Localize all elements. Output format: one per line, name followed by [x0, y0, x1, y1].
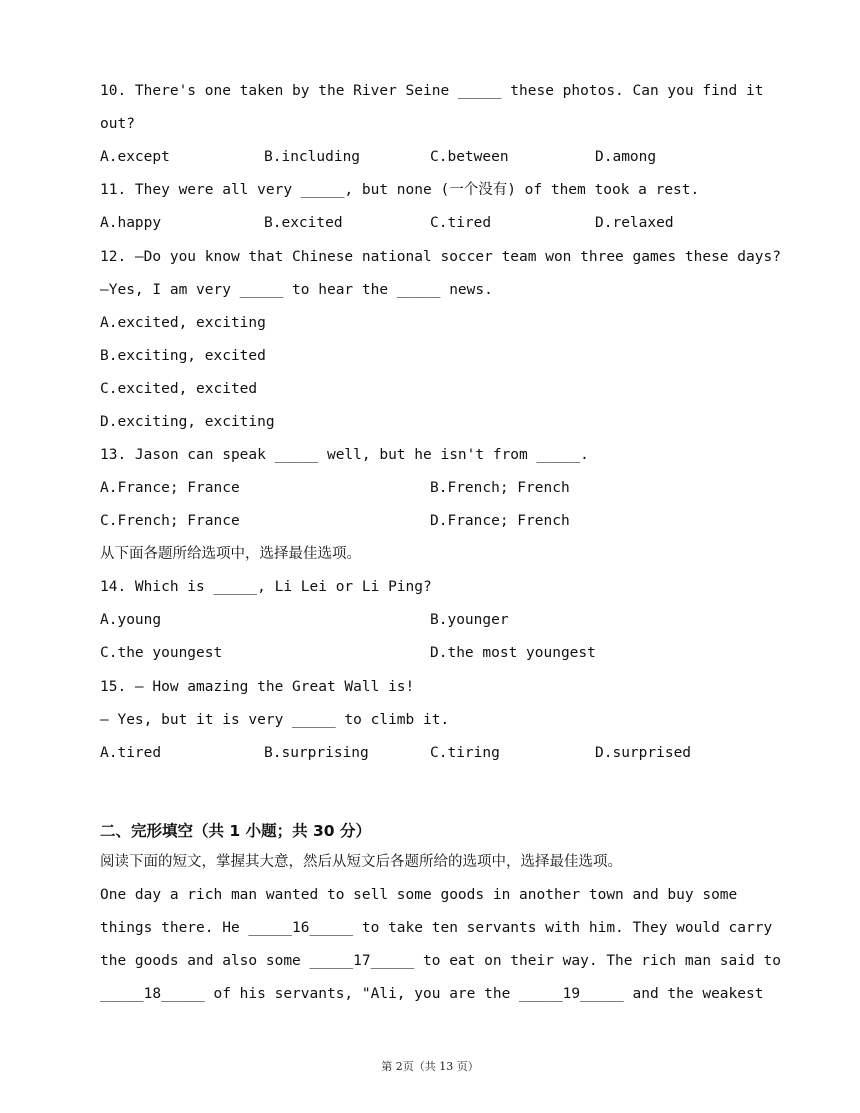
passage-line-4: _____18_____ of his servants, "Ali, you are the _____19_____ and the weakest: [100, 986, 764, 1002]
q15-stem-line1: 15. — How amazing the Great Wall is!: [100, 679, 415, 695]
q14-stem: 14. Which is _____, Li Lei or Li Ping?: [100, 579, 432, 595]
q13-option-c: C.French; France: [100, 513, 240, 529]
q10-option-a: A.except: [100, 149, 170, 165]
q12-stem-line2: —Yes, I am very _____ to hear the _____ news.: [100, 282, 493, 298]
q12-stem-line1: 12. —Do you know that Chinese national soccer team won three games these days?: [100, 249, 781, 265]
q14-option-d: D.the most youngest: [430, 645, 596, 661]
section-instruction: 从下面各题所给选项中，选择最佳选项。: [100, 546, 361, 562]
q11-stem: 11. They were all very _____, but none (一个没有) of them took a rest.: [100, 182, 700, 198]
q10-stem-line2: out?: [100, 116, 135, 132]
q11-option-a: A.happy: [100, 215, 162, 231]
q15-stem-line2: — Yes, but it is very _____ to climb it.: [100, 712, 450, 728]
q14-option-c: C.the youngest: [100, 645, 223, 661]
q12-option-d: D.exciting, exciting: [100, 414, 275, 430]
q14-option-a: A.young: [100, 612, 162, 628]
q12-option-c: C.excited, excited: [100, 381, 258, 397]
passage-line-3: the goods and also some _____17_____ to eat on their way. The rich man said to: [100, 953, 781, 969]
passage-line-1: One day a rich man wanted to sell some goods in another town and buy some: [100, 887, 738, 903]
q10-option-b: B.including: [264, 149, 361, 165]
q12-option-b: B.exciting, excited: [100, 348, 266, 364]
q11-option-b: B.excited: [264, 215, 343, 231]
q11-option-d: D.relaxed: [595, 215, 674, 231]
page-footer: 第 2页（共 13 页）: [381, 1060, 479, 1073]
q10-stem-line1: 10. There's one taken by the River Seine _____ these photos. Can you find it: [100, 83, 764, 99]
q12-option-a: A.excited, exciting: [100, 315, 266, 331]
q10-option-d: D.among: [595, 149, 657, 165]
q10-option-c: C.between: [430, 149, 509, 165]
q14-option-b: B.younger: [430, 612, 509, 628]
q15-option-d: D.surprised: [595, 745, 692, 761]
q13-option-b: B.French; French: [430, 480, 570, 496]
passage-line-2: things there. He _____16_____ to take ten servants with him. They would carry: [100, 920, 773, 936]
q13-option-a: A.France; France: [100, 480, 240, 496]
q11-option-c: C.tired: [430, 215, 492, 231]
q15-option-c: C.tiring: [430, 745, 500, 761]
section2-instruction: 阅读下面的短文，掌握其大意，然后从短文后各题所给的选项中，选择最佳选项。: [100, 854, 622, 870]
q15-option-a: A.tired: [100, 745, 162, 761]
q13-option-d: D.France; French: [430, 513, 570, 529]
q13-stem: 13. Jason can speak _____ well, but he isn't from _____.: [100, 447, 589, 463]
q15-option-b: B.surprising: [264, 745, 369, 761]
section2-title: 二、完形填空（共 1 小题；共 30 分）: [100, 822, 371, 840]
